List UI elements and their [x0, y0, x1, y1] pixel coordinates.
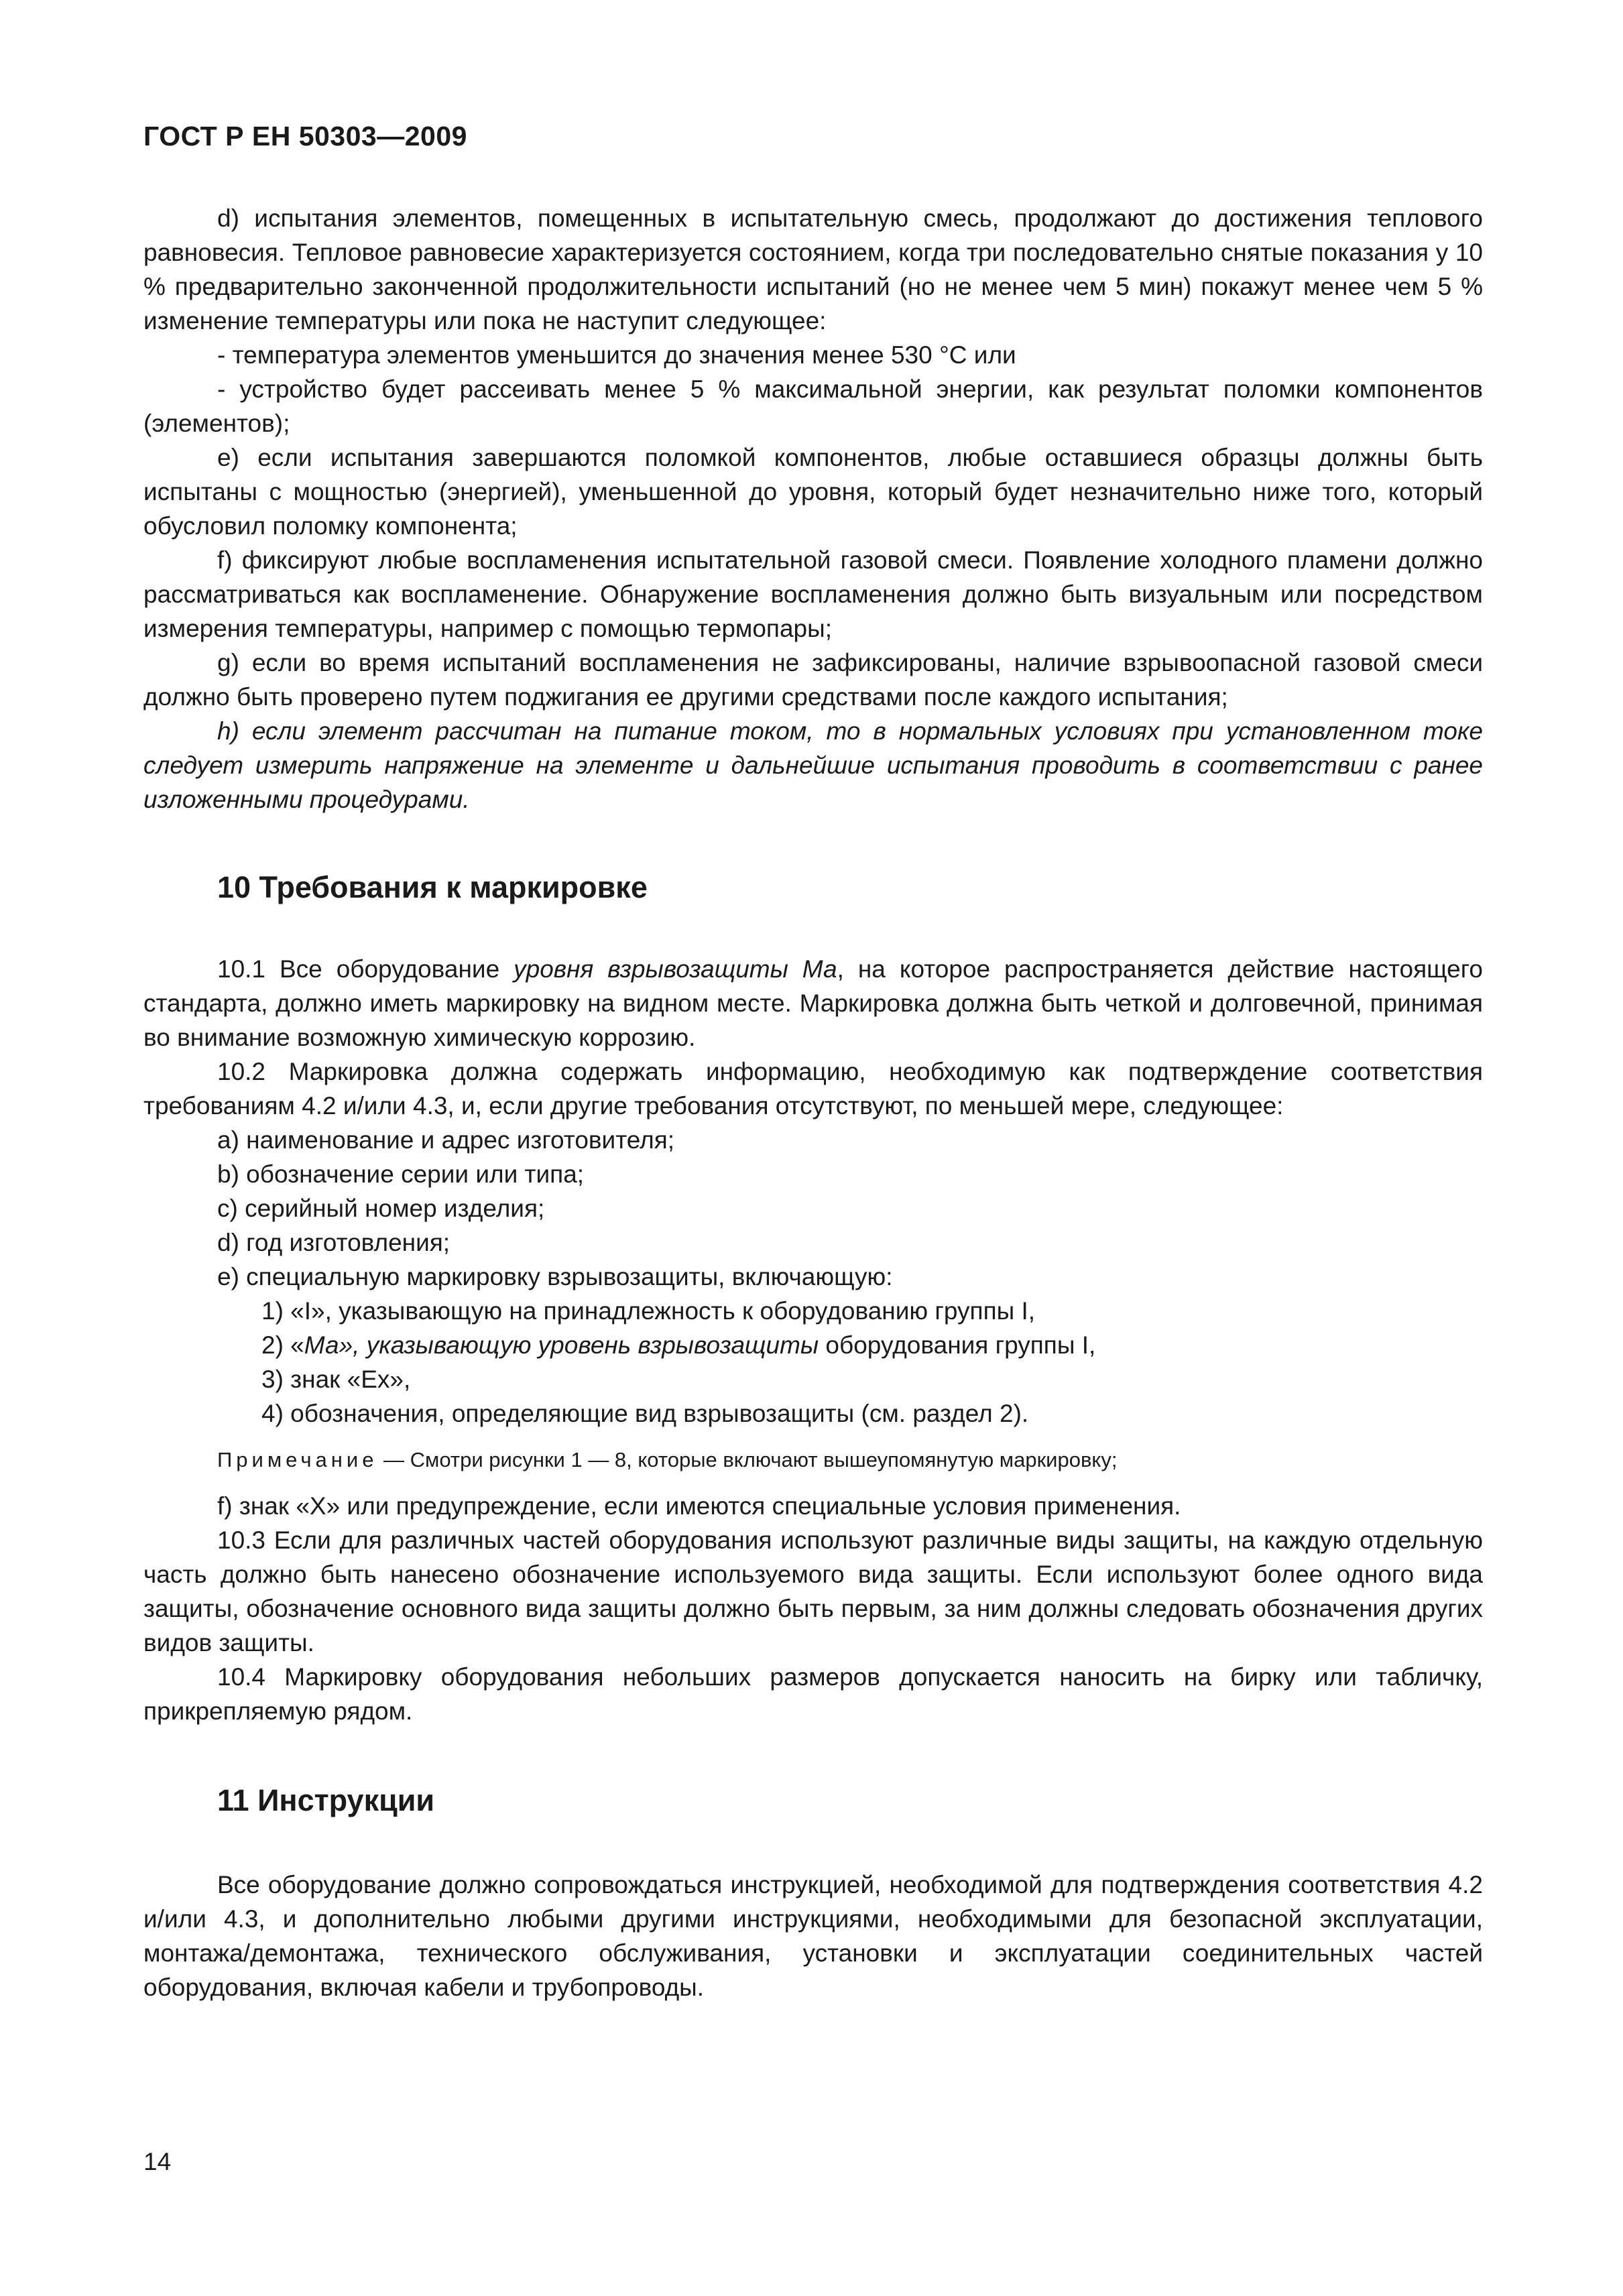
sublist-item-2-lead: 2) «: [261, 1331, 304, 1359]
list-item-c: c) серийный номер изделия;: [217, 1195, 545, 1222]
sublist-item-3: 3) знак «Ex»,: [261, 1366, 411, 1393]
clause-10-2: 10.2 Маркировка должна содержать информацию, необходимую как подтверждение соответствия требованиям 4.2 и/или 4.3, и, если другие требования отсутствуют, по меньшей мере, следующее:: [143, 1058, 1483, 1120]
item-e-paragraph: e) если испытания завершаются поломкой компонентов, любые оставшиеся образцы должны быть испытаны с мощностью (энергией), уменьшенной до уровня, который будет незначительно ниже того, который обусловил поломку компонента;: [143, 444, 1483, 540]
marking-list-continued: [143, 1489, 1483, 1523]
note-text: — Смотри рисунки 1 — 8, которые включают вышеупомянутую маркировку;: [377, 1448, 1118, 1471]
note-label: Примечание: [217, 1448, 378, 1471]
list-item-e: е) специальную маркировку взрывозащиты, включающую:: [217, 1263, 893, 1290]
page-body: [143, 201, 1483, 2004]
clause-10-3: 10.3 Если для различных частей оборудования используют различные виды защиты, на каждую отдельную часть должно быть нанесено обозначение используемого вида защиты. Если используют более одного вида защиты, обозначение основного вида защиты должно быть первым, за ним должны следовать обозначения других видов защиты.: [143, 1526, 1483, 1656]
page-number: 14: [143, 2148, 172, 2175]
list-item-a: а) наименование и адрес изготовителя;: [217, 1126, 675, 1154]
clause-10-4: 10.4 Маркировку оборудования небольших размеров допускается наносить на бирку или табличку, прикрепляемую рядом.: [143, 1663, 1483, 1725]
clause-10-1-rest: , на которое распространяется действие настоящего стандарта, должно иметь маркировку на видном месте. Маркировка должна быть четкой и долговечной, принимая во внимание возможную химическую коррозию.: [143, 955, 1484, 1051]
explosion-protection-sublist: [143, 1294, 1483, 1431]
list-item-f: f) знак «Х» или предупреждение, если имеются специальные условия применения.: [217, 1492, 1181, 1520]
running-title: ГОСТ Р ЕН 50303—2009: [143, 121, 467, 152]
item-d-dash-2: - устройство будет рассеивать менее 5 % максимальной энергии, как результат поломки компонентов (элементов);: [143, 375, 1483, 437]
sublist-item-2: [261, 1328, 1483, 1362]
marking-list: [143, 1123, 1483, 1294]
sublist-item-1: 1) «I», указывающую на принадлежность к оборудованию группы I,: [261, 1297, 1036, 1325]
list-item-b: b) обозначение серии или типа;: [217, 1160, 585, 1188]
item-d-dash-1: - температура элементов уменьшится до значения менее 530 °C или: [217, 341, 1016, 369]
clause-10-1: [143, 952, 1483, 1054]
sublist-item-2-italic: Ма», указывающую уровень взрывозащиты: [304, 1331, 819, 1359]
section-11-paragraph: Все оборудование должно сопровождаться инструкцией, необходимой для подтверждения соответствия 4.2 и/или 4.3, и дополнительно любыми другими инструкциями, необходимыми для безопасной эксплуатации, монтажа/демонтажа, технического обслуживания, установки и эксплуатации соединительных частей оборудования, включая кабели и трубопроводы.: [143, 1871, 1483, 2001]
list-item-d: d) год изготовления;: [217, 1229, 450, 1256]
item-h-paragraph: h) если элемент рассчитан на питание током, то в нормальных условиях при установленном токе следует измерить напряжение на элементе и дальнейшие испытания проводить в соответствии с ранее изложенными процедурами.: [143, 717, 1483, 813]
note: [143, 1443, 1483, 1477]
item-f-paragraph: f) фиксируют любые воспламенения испытательной газовой смеси. Появление холодного пламени должно рассматриваться как воспламенение. Обнаружение воспламенения должно быть визуальным или посредством измерения температуры, например с помощью термопары;: [143, 546, 1483, 642]
sublist-item-2-rest: оборудования группы I,: [819, 1331, 1096, 1359]
sublist-item-4: 4) обозначения, определяющие вид взрывозащиты (см. раздел 2).: [261, 1400, 1029, 1427]
item-g-paragraph: g) если во время испытаний воспламенения не зафиксированы, наличие взрывоопасной газовой смеси должно быть проверено путем поджигания ее другими средствами после каждого испытания;: [143, 649, 1483, 711]
clause-10-1-lead: 10.1 Все оборудование: [217, 955, 514, 983]
clause-10-1-italic: уровня взрывозащиты Ма: [514, 955, 837, 983]
section-11-heading: 11 Инструкции: [217, 1783, 435, 1817]
item-d-paragraph: d) испытания элементов, помещенных в испытательную смесь, продолжают до достижения теплового равновесия. Тепловое равновесие характеризуется состоянием, когда три последовательно снятые показания у 10 % предварительно законченной продолжительности испытаний (но не менее чем 5 мин) покажут менее чем 5 % изменение температуры или пока не наступит следующее:: [143, 204, 1483, 335]
section-10-heading: 10 Требования к маркировке: [217, 870, 648, 904]
